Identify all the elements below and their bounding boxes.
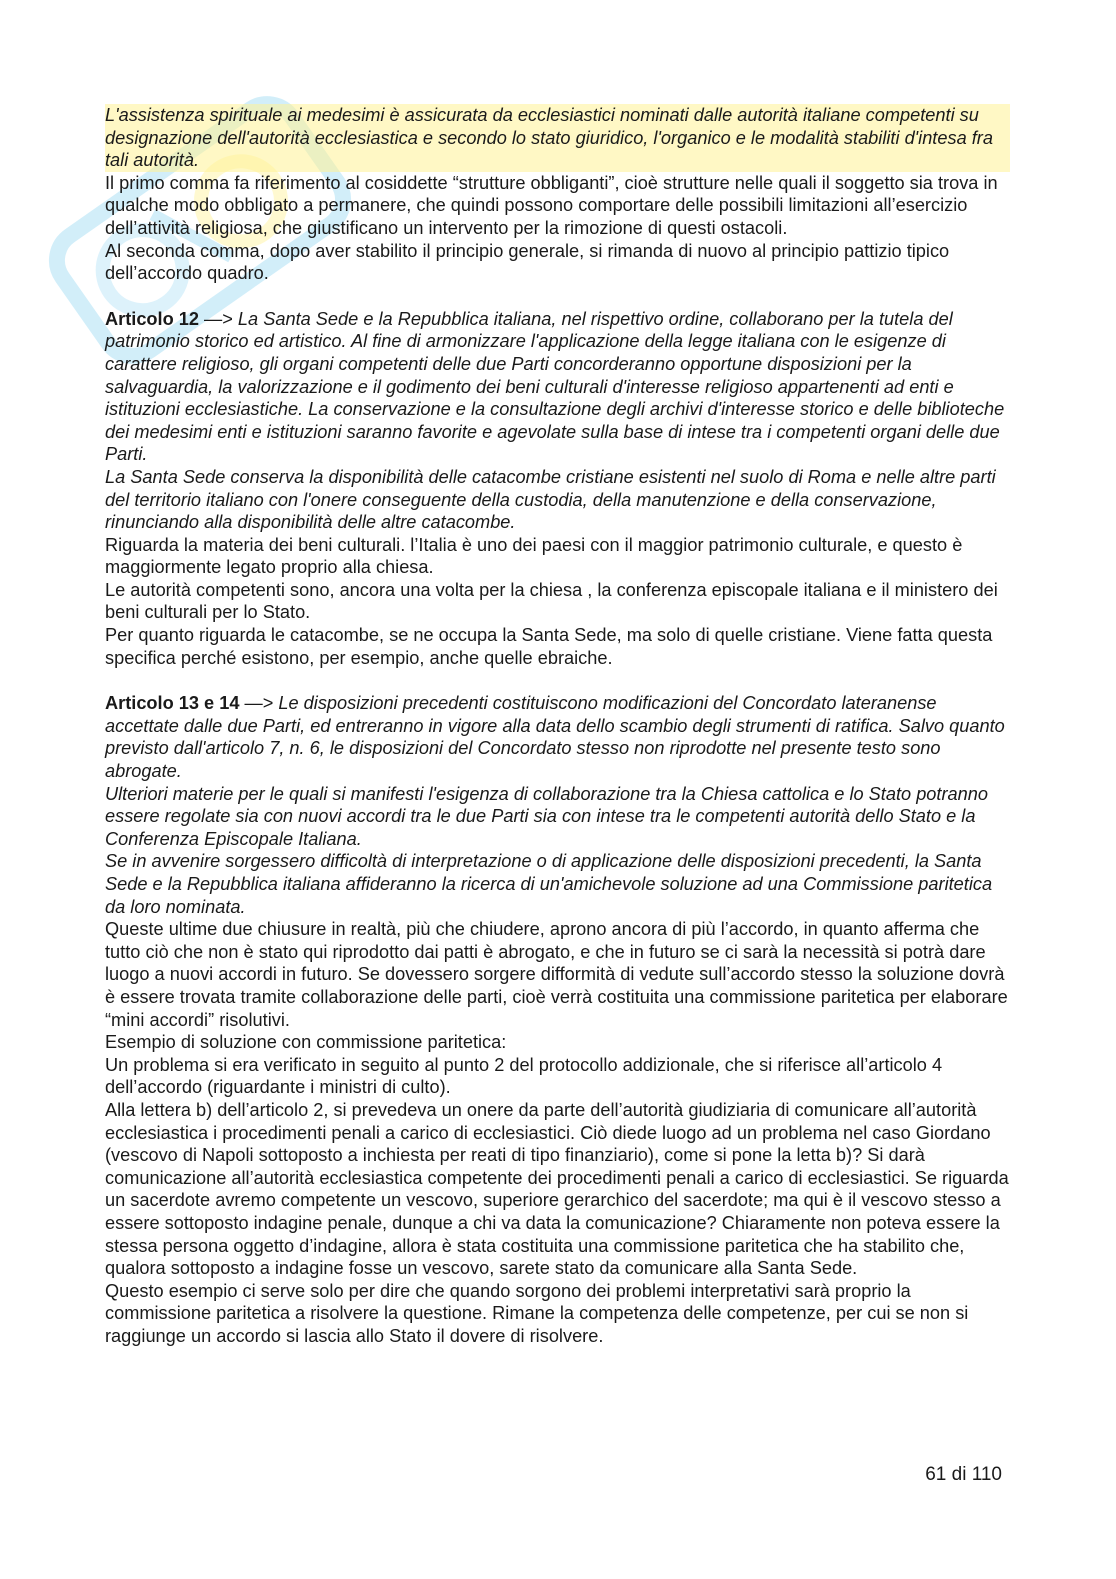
quoted-paragraph: L'assistenza spirituale ai medesimi è assicurata da ecclesiastici nominati dalle autorità italiane competenti su designazione dell'autorità ecclesiastica e secondo lo stato giuridico, l'organico e le modalità stabiliti d'intesa fra tali autorità. — [105, 104, 1010, 172]
article-title: Articolo 13 e 14 — [105, 693, 240, 714]
comment-paragraph: Esempio di soluzione con commissione paritetica: — [105, 1032, 507, 1053]
article-12-quote-2: La Santa Sede conserva la disponibilità delle catacombe cristiane esistenti nel suolo di Roma e nelle altre parti del territorio italiano con l'onere conseguente della custodia, della manutenzione e della conservazione, rinunciando alla disponibilità delle altre catacombe. — [105, 466, 996, 533]
comment-paragraph: Alla lettera b) dell’articolo 2, si prevedeva un onere da parte dell’autorità giudiziaria di comunicare all’autorità ecclesiastica i procedimenti penali a carico di ecclesiastici. Ciò diede luogo ad un problema nel caso Giordano (vescovo di Napoli sottoposto a inchiesta per reati di tipo finanziario), come si pone la letta b)? Si darà comunicazione all’autorità ecclesiastica competente dei procedimenti penali a carico di ecclesiastici. Se riguarda un sacerdote avremo competente un vescovo, superiore gerarchico del sacerdote; ma qui è il vescovo stesso a essere sottoposto indagine penale, dunque a chi va data la comunicazione? Chiaramente non poteva essere la stessa persona oggetto d’indagine, allora è stata costituita una commissione paritetica che ha stabilito che, qualora sottoposto a indagine fosse un vescovo, sarete stato da comunicare alla Santa Sede. — [105, 1099, 1009, 1279]
article-title: Articolo 12 — [105, 308, 199, 329]
comment-paragraph: Il primo comma fa riferimento al cosiddette “strutture obbliganti”, cioè strutture nelle quali il soggetto sia trova in qualche modo obbligato a permanere, che quindi possono comportare delle possibili limitazioni all’esercizio dell’attività religiosa, che giustificano un intervento per la rimozione di questi ostacoli. — [105, 172, 998, 238]
article-13-quote-3: Se in avvenire sorgessero difficoltà di interpretazione o di applicazione delle disposizioni precedenti, la Santa Sede e la Repubblica italiana affideranno la ricerca di un'amichevole soluzione ad una Commissione paritetica da loro nominata. — [105, 851, 993, 917]
comment-paragraph: Riguarda la materia dei beni culturali. l’Italia è uno dei paesi con il maggior patrimonio culturale, e questo è maggiormente legato proprio alla chiesa. — [105, 534, 963, 578]
comment-paragraph: Al seconda comma, dopo aver stabilito il principio generale, si rimanda di nuovo al principio pattizio tipico dell’accordo quadro. — [105, 240, 950, 284]
page-number: 61 di 110 — [925, 1464, 1002, 1485]
comment-paragraph: Questo esempio ci serve solo per dire che quando sorgono dei problemi interpretativi sarà proprio la commissione paritetica a risolvere la questione. Rimane la competenza delle competenze, per cui se non si raggiunge un accordo si lascia allo Stato il dovere di risolvere. — [105, 1280, 969, 1346]
article-text: La Santa Sede e la Repubblica italiana, nel rispettivo ordine, collaborano per la tutela del patrimonio storico ed artistico. Al fine di armonizzare l'applicazione della legge italiana con le esigenze di carattere religioso, gli organi competenti delle due Parti concorderanno opportune disposizioni per la salvaguardia, la valorizzazione e il godimento dei beni culturali d'interesse religioso appartenenti ad enti e istituzioni ecclesiastiche. La conservazione e la consultazione degli archivi d'interesse storico e delle biblioteche dei medesimi enti e istituzioni saranno favorite e agevolate sulla base di intese tra i competenti organi delle due Parti. — [105, 308, 1005, 465]
arrow-separator: —> — [239, 693, 279, 714]
arrow-separator: —> — [199, 308, 238, 329]
article-13-quote — [105, 692, 1010, 782]
article-13-quote-2: Ulteriori materie per le quali si manifesti l'esigenza di collaborazione tra la Chiesa cattolica e lo Stato potranno essere regolate sia con nuovi accordi tra le due Parti sia con intese tra le competenti autorità dello Stato e la Conferenza Episcopale Italiana. — [105, 783, 988, 849]
article-text: Le disposizioni precedenti costituiscono modificazioni del Concordato lateranense accettate dalle due Parti, ed entreranno in vigore alla data dello scambio degli strumenti di ratifica. Salvo quanto previsto dall'articolo 7, n. 6, le disposizioni del Concordato stesso non riprodotte nel presente testo sono abrogate. — [105, 693, 1005, 782]
comment-paragraph: Per quanto riguarda le catacombe, se ne occupa la Santa Sede, ma solo di quelle cristiane. Viene fatta questa specifica perché esistono, per esempio, anche quelle ebraiche. — [105, 625, 993, 668]
comment-paragraph: Un problema si era verificato in seguito al punto 2 del protocollo addizionale, che si riferisce all’articolo 4 dell’accordo (riguardante i ministri di culto). — [105, 1054, 943, 1098]
comment-paragraph: Queste ultime due chiusure in realtà, più che chiudere, aprono ancora di più l’accordo, in quanto afferma che tutto ciò che non è stato qui riprodotto dai patti è abrogato, e che in futuro se ci sarà la necessità si potrà dare luogo a nuovi accordi in futuro. Se dovessero sorgere difformità di vedute sull’accordo stesso la soluzione dovrà è essere trovata tramite collaborazione delle parti, cioè verrà costituita una commissione paritetica per elaborare “mini accordi” risolutivi. — [105, 919, 1008, 1030]
document-body — [105, 104, 1010, 1347]
article-12-quote — [105, 308, 1010, 466]
comment-paragraph: Le autorità competenti sono, ancora una volta per la chiesa , la conferenza episcopale italiana e il ministero dei beni culturali per lo Stato. — [105, 579, 998, 623]
